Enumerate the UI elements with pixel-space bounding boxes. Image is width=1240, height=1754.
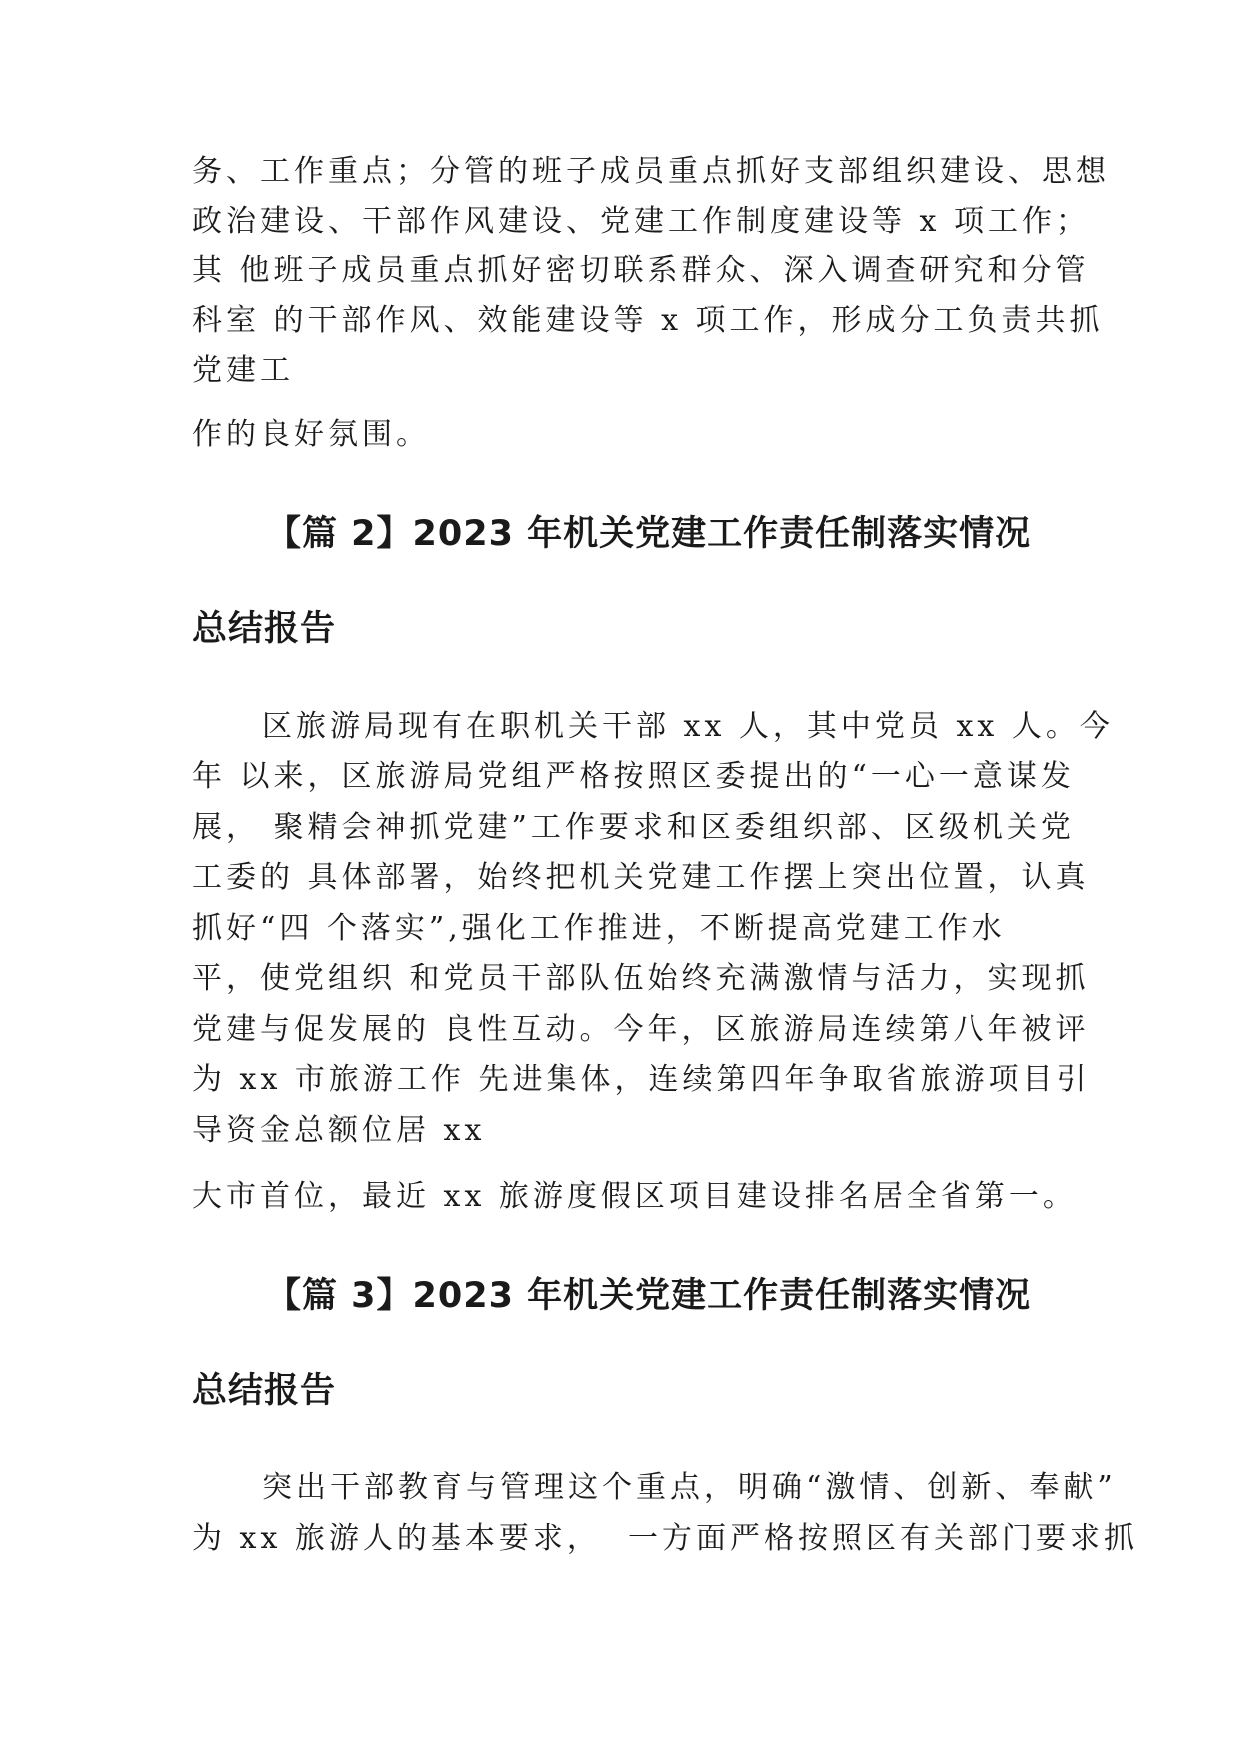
section2-title-line1: 【篇 2】2023 年机关党建工作责任制落实情况 <box>266 514 1032 554</box>
text-line: 其 他班子成员重点抓好密切联系群众、深入调查研究和分管 <box>192 253 1090 288</box>
text-line: 为 xx 市旅游工作 先进集体，连续第四年争取省旅游项目引 <box>192 1062 1091 1097</box>
text-line: 为 xx 旅游人的基本要求， 一方面严格按照区有关部门要求抓 <box>192 1521 1138 1556</box>
text-line: 大市首位，最近 xx 旅游度假区项目建设排名居全省第一。 <box>192 1179 1077 1214</box>
text-line: 务、工作重点；分管的班子成员重点抓好支部组织建设、思想 <box>192 154 1110 189</box>
text-line: 突出干部教育与管理这个重点，明确“激情、创新、奉献” <box>262 1470 1117 1505</box>
text-line: 导资金总额位居 xx <box>192 1113 486 1148</box>
text-line: 平，使党组织 和党员干部队伍始终充满激情与活力，实现抓 <box>192 961 1090 996</box>
text-line: 展， 聚精会神抓党建”工作要求和区委组织部、区级机关党 <box>192 810 1075 845</box>
section2-title-line2: 总结报告 <box>192 609 337 649</box>
text-line: 工委的 具体部署，始终把机关党建工作摆上突出位置，认真 <box>192 860 1090 895</box>
section3-title-line1: 【篇 3】2023 年机关党建工作责任制落实情况 <box>266 1276 1032 1316</box>
text-line: 年 以来，区旅游局党组严格按照区委提出的“一心一意谋发 <box>192 759 1075 794</box>
text-line: 抓好“四 个落实”,强化工作推进，不断提高党建工作水 <box>192 911 1006 946</box>
text-line: 党建与促发展的 良性互动。今年，区旅游局连续第八年被评 <box>192 1012 1090 1047</box>
section3-title-line2: 总结报告 <box>192 1371 337 1411</box>
text-line: 党建工 <box>192 353 294 388</box>
text-line: 作的良好氛围。 <box>192 417 430 452</box>
text-line: 科室 的干部作风、效能建设等 x 项工作，形成分工负责共抓 <box>192 303 1104 338</box>
text-line: 政治建设、干部作风建设、党建工作制度建设等 x 项工作； <box>192 204 1090 239</box>
text-line: 区旅游局现有在职机关干部 xx 人，其中党员 xx 人。今 <box>262 709 1114 744</box>
